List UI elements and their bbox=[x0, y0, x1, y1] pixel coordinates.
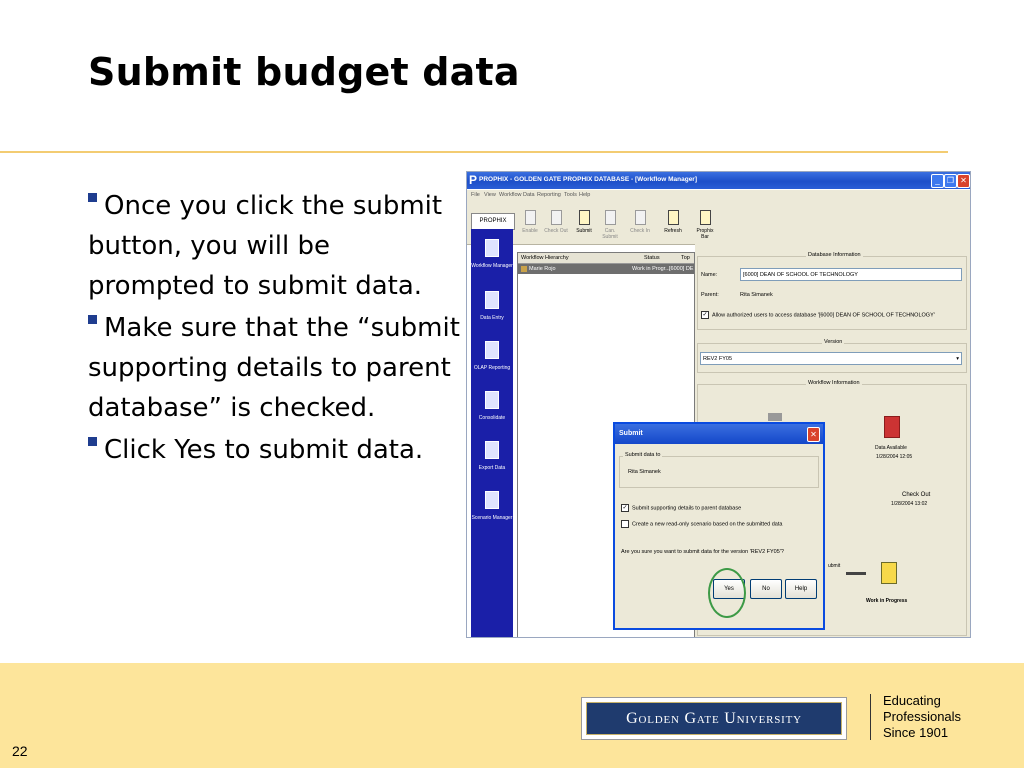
parent-value: Rita Simanek bbox=[740, 292, 773, 298]
workflow-info-label: Workflow Information bbox=[808, 380, 860, 386]
prophix-tab[interactable]: PROPHIX bbox=[471, 213, 515, 230]
parent-label: Parent: bbox=[701, 292, 719, 298]
close-icon[interactable]: ✕ bbox=[957, 174, 970, 188]
check-in-icon bbox=[635, 210, 646, 225]
square-bullet-icon bbox=[88, 315, 97, 324]
data-available-label: Data Available bbox=[875, 445, 907, 451]
prophix-logo-icon: P bbox=[469, 173, 478, 187]
app-title: PROPHIX - GOLDEN GATE PROPHIX DATABASE - [Workflow Manager] bbox=[479, 176, 698, 183]
square-bullet-icon bbox=[88, 437, 97, 446]
menu-help[interactable]: Help bbox=[579, 192, 591, 198]
prophix-nav-bar bbox=[471, 229, 513, 637]
database-available-icon bbox=[884, 416, 900, 438]
nav-label: Workflow Manager bbox=[471, 263, 513, 269]
menu-file[interactable]: File bbox=[471, 192, 480, 198]
menu-workflow[interactable]: Workflow bbox=[499, 192, 522, 198]
row-top: [6000] DE bbox=[669, 266, 694, 272]
app-screenshot bbox=[466, 171, 971, 638]
nav-workflow-manager[interactable] bbox=[471, 239, 513, 269]
minimize-icon[interactable]: _ bbox=[931, 174, 944, 188]
prophix-bar-button[interactable] bbox=[693, 210, 717, 240]
check-out-button[interactable] bbox=[544, 210, 568, 240]
check-out-label: Check Out bbox=[902, 492, 931, 498]
refresh-label: Refresh bbox=[664, 228, 682, 234]
database-info-label: Database Information bbox=[808, 252, 861, 258]
export-icon bbox=[485, 441, 499, 459]
col-status[interactable]: Status bbox=[644, 255, 660, 261]
data-entry-icon bbox=[485, 291, 499, 309]
nav-export-data[interactable] bbox=[471, 441, 513, 471]
recipient-name: Rita Simanek bbox=[628, 469, 661, 475]
cancel-submit-button[interactable] bbox=[598, 210, 622, 240]
nav-label: Consolidate bbox=[478, 415, 506, 421]
version-value: REV2 FY05 bbox=[703, 356, 733, 362]
col-workflow-hierarchy[interactable]: Workflow Hierarchy bbox=[521, 255, 569, 261]
toolbar bbox=[467, 202, 970, 245]
row-status: Work in Progr... bbox=[632, 266, 670, 272]
tagline-line: Educating bbox=[883, 693, 941, 708]
menu-bar bbox=[467, 190, 970, 202]
nav-label: Export Data bbox=[478, 465, 506, 471]
submit-data-to-group bbox=[619, 452, 819, 488]
submit-details-checkbox[interactable] bbox=[621, 504, 741, 512]
version-label: Version bbox=[824, 339, 843, 345]
nav-label: Data Entry bbox=[480, 315, 504, 321]
bullet-text: Make sure that the “submit supporting details to parent database” is checked. bbox=[88, 313, 460, 423]
check-out-icon bbox=[551, 210, 562, 225]
consolidate-icon bbox=[485, 391, 499, 409]
submit-details-label: Submit supporting details to parent database bbox=[632, 505, 742, 512]
submit-toolbar-button[interactable] bbox=[572, 210, 596, 240]
enable-button[interactable] bbox=[518, 210, 542, 240]
allow-access-label: Allow authorized users to access database '[6000] DEAN OF SCHOOL OF TECHNOLOGY' bbox=[712, 312, 935, 319]
database-info-group bbox=[697, 252, 967, 330]
yes-highlight-circle bbox=[708, 568, 746, 618]
nav-olap-reporting[interactable] bbox=[471, 341, 513, 371]
bullet-text: Click Yes to submit data. bbox=[104, 435, 424, 465]
work-in-progress-label: Work in Progress bbox=[866, 598, 908, 604]
menu-tools[interactable]: Tools bbox=[564, 192, 577, 198]
menu-data[interactable]: Data bbox=[523, 192, 535, 198]
app-title-bar bbox=[467, 172, 970, 189]
nav-scenario-manager[interactable] bbox=[471, 491, 513, 521]
create-scenario-label: Create a new read-only scenario based on the submitted data bbox=[632, 521, 783, 528]
check-in-label: Check In bbox=[630, 228, 650, 234]
bullet-item bbox=[88, 308, 460, 428]
no-button[interactable]: No bbox=[750, 579, 782, 599]
scenario-icon bbox=[485, 491, 499, 509]
database-name-field[interactable]: [6000] DEAN OF SCHOOL OF TECHNOLOGY bbox=[740, 268, 962, 281]
check-in-button[interactable] bbox=[628, 210, 652, 240]
prophix-bar-icon bbox=[700, 210, 711, 225]
node-icon bbox=[521, 266, 527, 272]
data-available-date: 1/28/2004 12:05 bbox=[876, 454, 913, 460]
checkbox-unchecked-icon bbox=[621, 520, 629, 528]
version-group bbox=[697, 339, 967, 373]
enable-label: Enable bbox=[522, 228, 538, 234]
tagline bbox=[883, 693, 961, 741]
bullet-list bbox=[88, 186, 460, 472]
cancel-submit-icon bbox=[605, 210, 616, 225]
dialog-close-icon[interactable]: ✕ bbox=[807, 427, 820, 442]
bullet-item bbox=[88, 430, 460, 470]
checkbox-checked-icon: ✓ bbox=[702, 312, 708, 318]
refresh-icon bbox=[668, 210, 679, 225]
partial-icon bbox=[768, 413, 782, 421]
submit-data-to-label: Submit data to bbox=[625, 452, 661, 458]
workflow-arrow bbox=[846, 572, 866, 575]
tagline-line: Professionals bbox=[883, 709, 962, 724]
page-number: 22 bbox=[12, 743, 28, 759]
tagline-line: Since 1901 bbox=[883, 725, 949, 740]
confirm-question: Are you sure you want to submit data for the version 'REV2 FY05'? bbox=[621, 549, 784, 555]
col-top[interactable]: Top bbox=[681, 255, 690, 261]
check-out-date: 1/28/2004 13:02 bbox=[891, 501, 928, 507]
submit-label: Submit bbox=[576, 228, 592, 234]
help-button[interactable]: Help bbox=[785, 579, 817, 599]
create-scenario-checkbox[interactable] bbox=[621, 520, 782, 528]
version-select[interactable] bbox=[700, 352, 962, 365]
grid-header bbox=[518, 253, 694, 264]
restore-icon[interactable]: ❐ bbox=[944, 174, 957, 188]
prophix-bar-label: Prophix Bar bbox=[696, 228, 714, 240]
bullet-text: Once you click the submit button, you will be prompted to submit data. bbox=[88, 191, 443, 301]
table-row[interactable] bbox=[518, 264, 694, 274]
refresh-button[interactable] bbox=[661, 210, 685, 240]
menu-reporting[interactable]: Reporting bbox=[537, 192, 561, 198]
menu-view[interactable]: View bbox=[484, 192, 496, 198]
slide-title: Submit budget data bbox=[88, 50, 520, 94]
university-logo bbox=[581, 697, 847, 740]
nav-label: OLAP Reporting bbox=[473, 365, 511, 371]
bullet-item bbox=[88, 186, 460, 306]
report-icon bbox=[485, 341, 499, 359]
dialog-title: Submit bbox=[619, 430, 643, 437]
check-out-label: Check Out bbox=[544, 228, 568, 234]
square-bullet-icon bbox=[88, 193, 97, 202]
footer-divider bbox=[870, 694, 871, 740]
chevron-down-icon: ▾ bbox=[956, 356, 959, 362]
logo-text: Golden Gate University bbox=[586, 702, 842, 735]
name-label: Name: bbox=[701, 272, 718, 278]
workflow-icon bbox=[485, 239, 499, 257]
allow-access-checkbox[interactable] bbox=[701, 311, 935, 319]
submit-partial-label: ubmit bbox=[828, 563, 841, 569]
cancel-submit-label: Can. Submit bbox=[602, 228, 618, 240]
enable-icon bbox=[525, 210, 536, 225]
work-in-progress-icon bbox=[881, 562, 897, 584]
nav-label: Scenario Manager bbox=[471, 515, 513, 521]
yes-button[interactable]: Yes bbox=[713, 579, 745, 599]
checkbox-checked-icon: ✓ bbox=[622, 505, 628, 511]
submit-icon bbox=[579, 210, 590, 225]
row-name: Marie Rojo bbox=[529, 266, 556, 272]
dialog-title-bar bbox=[615, 424, 823, 444]
nav-consolidate[interactable] bbox=[471, 391, 513, 421]
nav-data-entry[interactable] bbox=[471, 291, 513, 321]
title-divider bbox=[0, 151, 948, 153]
